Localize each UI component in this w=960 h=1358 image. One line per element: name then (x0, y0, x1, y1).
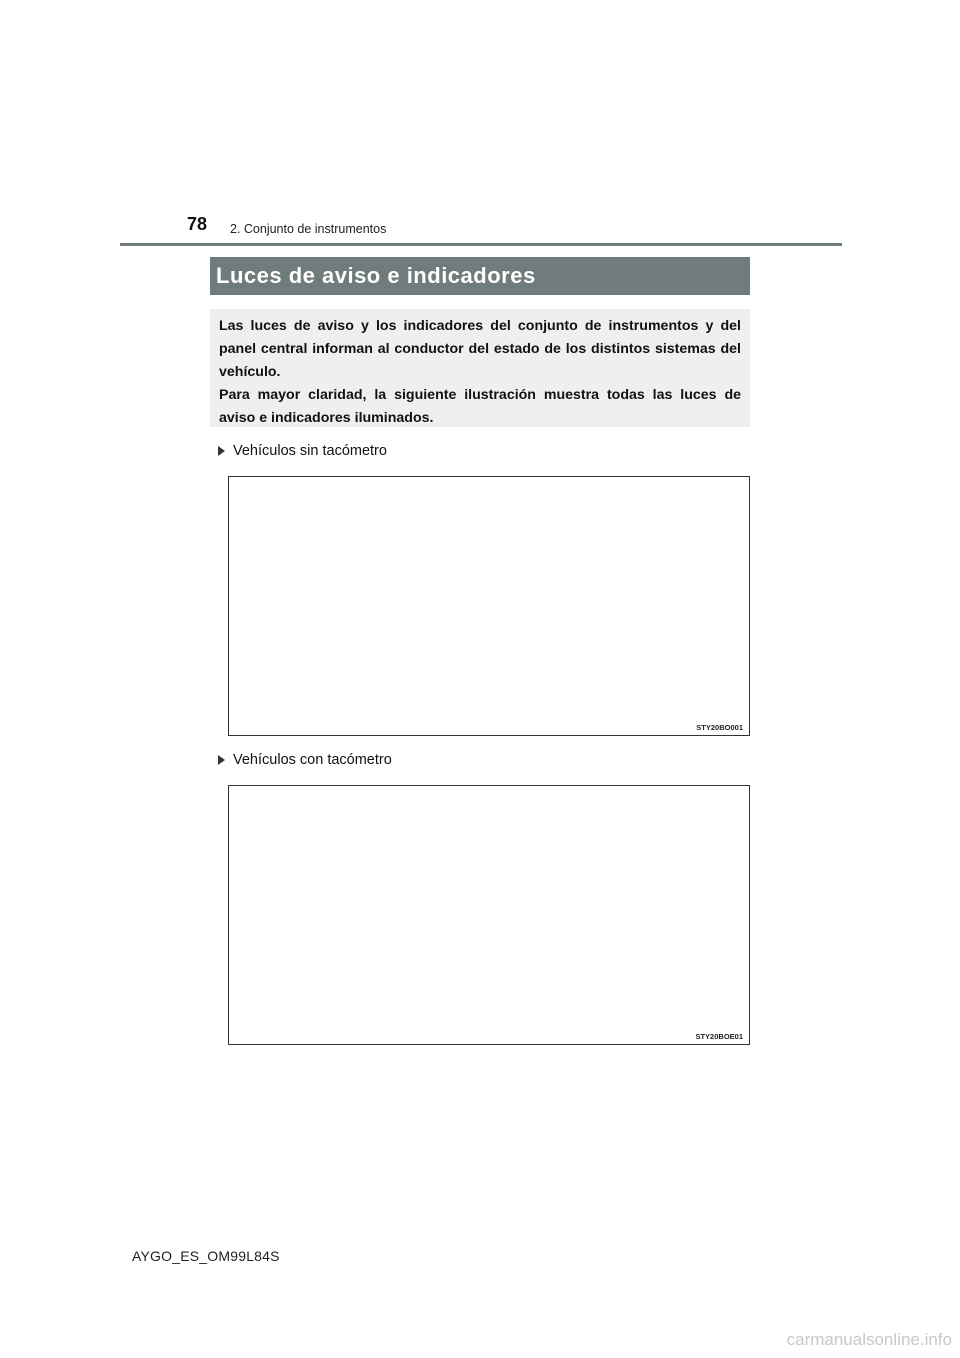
figure-1 (228, 476, 750, 736)
footer-doc-code: AYGO_ES_OM99L84S (132, 1248, 280, 1264)
figure-2-label (218, 752, 392, 768)
figure-1-label-text: Vehículos sin tacómetro (233, 443, 387, 459)
chapter-title: 2. Conjunto de instrumentos (230, 222, 387, 236)
figure-2-code: STY20BOE01 (695, 1032, 743, 1041)
figure-1-code: STY20BO001 (696, 723, 743, 732)
watermark: carmanualsonline.info (786, 1330, 952, 1349)
figure-2-label-text: Vehículos con tacómetro (233, 752, 392, 768)
intro-box (210, 309, 750, 427)
figure-1-label (218, 443, 387, 459)
figure-2 (228, 785, 750, 1045)
intro-paragraph-2: Para mayor claridad, la siguiente ilustración muestra todas las luces de aviso e indicadores iluminados. (219, 387, 741, 426)
triangle-bullet-icon (218, 446, 225, 456)
intro-paragraph-1: Las luces de aviso y los indicadores del conjunto de instrumentos y del panel central informan al conductor del estado de los distintos sistemas del vehículo. (219, 318, 741, 380)
section-title: Luces de aviso e indicadores (210, 257, 750, 295)
triangle-bullet-icon (218, 755, 225, 765)
page-number: 78 (187, 214, 208, 234)
header-rule (120, 243, 842, 246)
